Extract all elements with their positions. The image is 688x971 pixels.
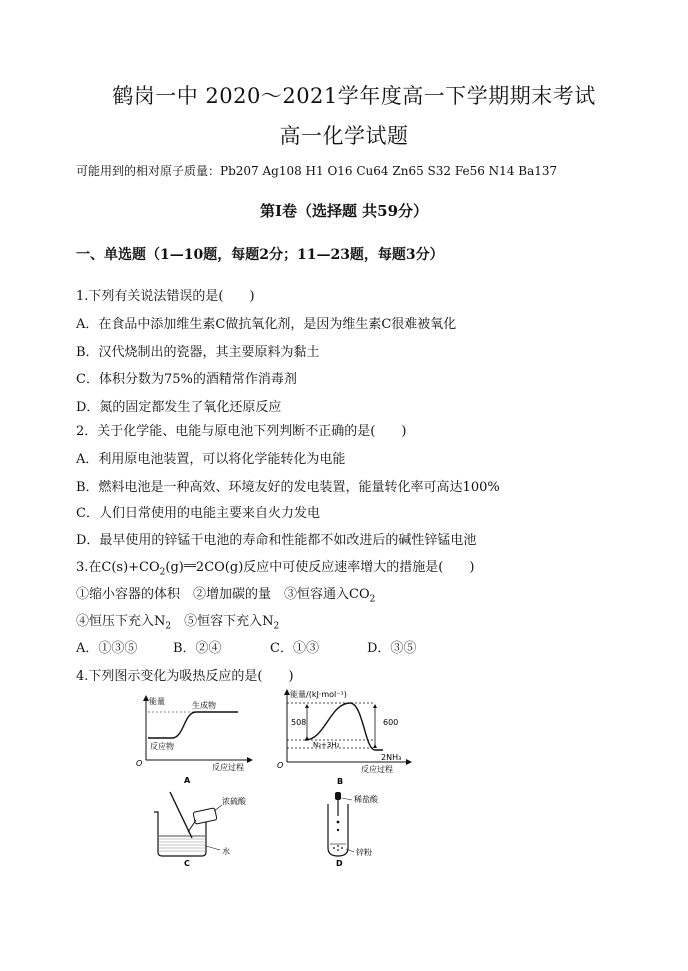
figure-d-test-tube	[314, 786, 394, 868]
pour-stream	[188, 820, 196, 832]
equilibrium-sign: ══	[183, 561, 196, 572]
product-label: 生成物	[192, 701, 216, 710]
acid-label: 浓硫酸	[222, 797, 246, 806]
product-label: 2NH₃	[381, 753, 402, 762]
value-508: 508	[291, 718, 307, 727]
figure-label-a: A	[184, 776, 191, 785]
origin-label: O	[136, 759, 143, 768]
exam-title: 鹤岗一中 2020～2021学年度高一下学期期末考试	[112, 84, 596, 108]
q3-measures-text: ⑤恒容下充入N	[171, 614, 274, 629]
exam-subtitle: 高一化学试题	[279, 124, 409, 148]
q3-option-a: A．①③⑤	[76, 641, 138, 656]
q1-option-a: A．在食品中添加维生素C做抗氧化剂，是因为维生素C很难被氧化	[76, 317, 457, 332]
leader-line	[342, 798, 352, 800]
q4-stem: 4.下列图示变化为吸热反应的是( )	[76, 669, 294, 684]
q3-sub: 2	[165, 621, 172, 632]
figure-c-beaker	[150, 786, 260, 868]
figure-label-d: D	[336, 859, 343, 868]
zinc-particle	[341, 847, 343, 849]
y-axis-label: 能量	[149, 697, 165, 706]
drop	[337, 829, 339, 831]
section-title: 一、单选题（1—10题，每题2分；11—23题，每题3分）	[76, 247, 444, 263]
y-axis-label: 能量/(kJ·mol⁻¹)	[290, 690, 347, 699]
figure-label-b: B	[337, 777, 344, 786]
q3-sub: 2	[273, 621, 280, 632]
q1-stem: 1.下列有关说法错误的是( )	[76, 289, 255, 304]
q3-measures-line2	[76, 610, 279, 632]
volume-title: 第Ⅰ卷（选择题 共59分）	[259, 202, 429, 220]
q2-option-b: B．燃料电池是一种高效、环境友好的发电装置，能量转化率可高达100%	[76, 480, 500, 495]
water-label: 水	[222, 847, 230, 856]
leader-line	[214, 805, 222, 811]
reactant-label: 反应物	[150, 742, 174, 751]
figure-a-energy-diagram	[134, 694, 256, 786]
q2-option-d: D．最早使用的锌锰干电池的寿命和性能都不如改进后的碱性锌锰电池	[76, 533, 477, 548]
reagent-bottle-icon	[193, 808, 217, 824]
leader-line	[206, 846, 220, 850]
q2-stem: 2．关于化学能、电能与原电池下列判断不正确的是( )	[76, 424, 407, 439]
q3-option-b: B．②④	[173, 641, 222, 656]
q3-stem	[76, 556, 474, 578]
q3-option-d: D．③⑤	[367, 641, 417, 656]
x-axis-label: 反应过程	[212, 763, 244, 772]
x-axis-label: 反应过程	[361, 765, 393, 774]
atomic-masses: 可能用到的相对原子质量：Pb207 Ag108 H1 O16 Cu64 Zn65 S32 Fe56 N14 Ba137	[76, 164, 558, 178]
origin-label: O	[277, 761, 284, 770]
q3-measures-text: ①缩小容器的体积 ②增加碳的量 ③恒容通入CO	[76, 587, 370, 602]
figure-label-c: C	[184, 859, 190, 868]
solid-label: 锌粉	[356, 848, 372, 857]
drop	[337, 821, 340, 824]
acid-label: 稀盐酸	[354, 795, 378, 804]
liquid-fill	[159, 839, 205, 851]
q3-option-c: C．①③	[270, 641, 319, 656]
q3-stem-part2: (g)	[165, 560, 184, 575]
q3-stem-part3: 2CO(g)反应中可使反应速率增大的措施是( )	[195, 560, 475, 575]
reactant-label: N₂+3H₂	[313, 741, 340, 749]
q3-options	[76, 637, 464, 656]
q3-sub: 2	[369, 594, 376, 605]
figure-b-energy-diagram	[275, 688, 415, 788]
q3-stem-part1: 3.在C(s)+CO	[76, 560, 160, 575]
q2-option-c: C．人们日常使用的电能主要来自火力发电	[76, 506, 320, 521]
zinc-particle	[337, 849, 339, 851]
q3-measures-text: ④恒压下充入N	[76, 614, 166, 629]
q3-measures-line1	[76, 583, 375, 605]
q1-option-d: D．氮的固定都发生了氧化还原反应	[76, 400, 282, 415]
q1-option-c: C．体积分数为75%的酒精常作消毒剂	[76, 372, 297, 387]
zinc-particle	[337, 845, 339, 847]
q2-option-a: A．利用原电池装置，可以将化学能转化为电能	[76, 452, 346, 467]
q3-sub: 2	[159, 567, 166, 578]
q1-option-b: B．汉代烧制出的瓷器，其主要原料为黏土	[76, 345, 320, 360]
value-600: 600	[383, 718, 399, 727]
dropper-bulb	[335, 792, 341, 800]
energy-curve	[148, 712, 238, 738]
zinc-particle	[333, 847, 335, 849]
